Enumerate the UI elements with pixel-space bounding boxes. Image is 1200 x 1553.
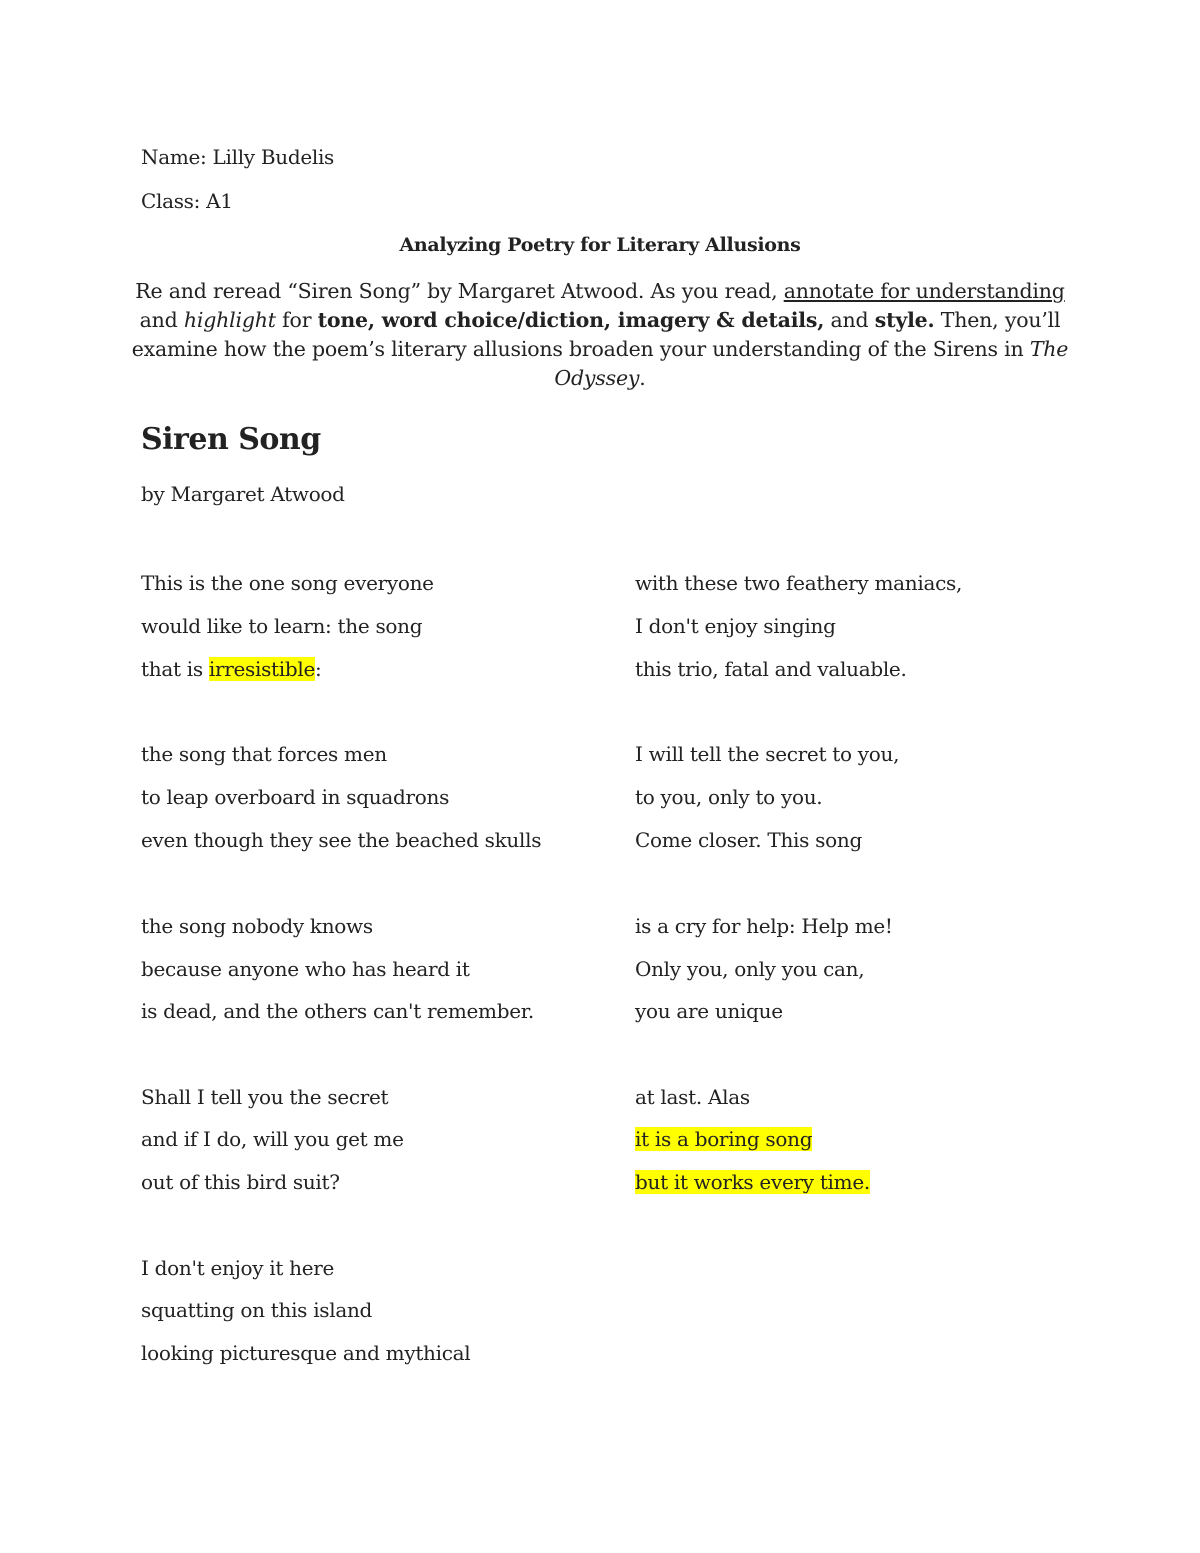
poem-line: to you, only to you. — [635, 785, 823, 809]
intro-italic-title: The Odyssey — [554, 337, 1069, 390]
instructions-paragraph — [130, 277, 1070, 393]
poem-line: I will tell the secret to you, — [635, 742, 900, 766]
poem-line: I don't enjoy it here — [141, 1256, 335, 1280]
assignment-title: Analyzing Poetry for Literary Allusions — [399, 234, 801, 256]
student-class: Class: A1 — [141, 189, 233, 213]
poem-text: : — [315, 657, 322, 681]
poem-line: Come closer. This song — [635, 828, 862, 852]
poem-byline: by Margaret Atwood — [141, 482, 345, 506]
poem-line: Only you, only you can, — [635, 957, 865, 981]
intro-underlined-phrase: annotate for understanding — [783, 279, 1065, 303]
poem-line: is a cry for help: Help me! — [635, 914, 893, 938]
poem-line: looking picturesque and mythical — [141, 1341, 471, 1365]
poem-line — [141, 657, 321, 681]
intro-text: Then, you’ll examine how the poem’s literary allusions broaden your understanding of the Sirens in — [131, 308, 1061, 361]
highlighted-text: but it works every time. — [635, 1170, 870, 1194]
intro-bold-phrase: tone, word choice/diction, imagery & details, — [317, 308, 825, 332]
intro-italic-word: highlight — [183, 308, 276, 332]
poem-line: the song nobody knows — [141, 914, 373, 938]
intro-text: for — [275, 308, 318, 332]
poem-line: Shall I tell you the secret — [141, 1085, 389, 1109]
poem-line: because anyone who has heard it — [141, 957, 470, 981]
poem-line: This is the one song everyone — [141, 571, 434, 595]
poem-line: the song that forces men — [141, 742, 387, 766]
poem-text: that is — [141, 657, 209, 681]
poem-line: at last. Alas — [635, 1085, 750, 1109]
poem-title: Siren Song — [141, 422, 321, 457]
intro-text: Re and reread “Siren Song” by Margaret Atwood. As you read, — [135, 279, 784, 303]
poem-line: squatting on this island — [141, 1298, 373, 1322]
poem-line: to leap overboard in squadrons — [141, 785, 450, 809]
poem-line: would like to learn: the song — [141, 614, 423, 638]
intro-text: . — [639, 366, 646, 390]
student-name: Name: Lilly Budelis — [141, 145, 335, 169]
intro-bold-word: style. — [874, 308, 935, 332]
poem-line: is dead, and the others can't remember. — [141, 999, 534, 1023]
poem-line-highlighted — [635, 1170, 870, 1194]
poem-line: I don't enjoy singing — [635, 614, 836, 638]
intro-text: and — [824, 308, 875, 332]
intro-text: and — [139, 308, 184, 332]
highlighted-text: it is a boring song — [635, 1127, 813, 1151]
highlighted-word: irresistible — [208, 657, 316, 681]
poem-line: even though they see the beached skulls — [141, 828, 542, 852]
poem-line-highlighted — [635, 1127, 812, 1151]
poem-line: with these two feathery maniacs, — [635, 571, 963, 595]
poem-line: out of this bird suit? — [141, 1170, 340, 1194]
poem-line: this trio, fatal and valuable. — [635, 657, 907, 681]
poem-line: and if I do, will you get me — [141, 1127, 404, 1151]
poem-line: you are unique — [635, 999, 783, 1023]
